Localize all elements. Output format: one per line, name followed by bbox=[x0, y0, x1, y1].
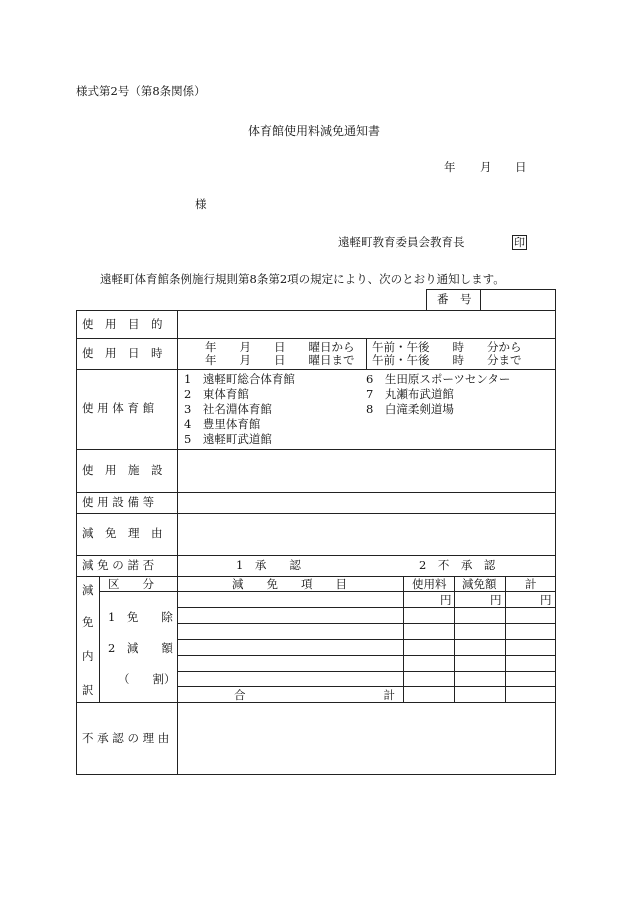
unit-yen: 円 bbox=[490, 593, 502, 607]
document-title: 体育館使用料減免通知書 bbox=[248, 124, 381, 138]
rejection-reason-label: 不 承 認 の 理 由 bbox=[82, 731, 170, 745]
reason-label: 減 免 理 由 bbox=[82, 526, 163, 540]
rule bbox=[76, 774, 556, 775]
datetime-end-date: 年 月 日 曜日まで bbox=[205, 353, 355, 367]
rule bbox=[177, 623, 556, 624]
rule bbox=[76, 449, 556, 450]
detail-side-label: 内 bbox=[82, 649, 94, 663]
datetime-start-date: 年 月 日 曜日から bbox=[205, 340, 355, 354]
rule bbox=[177, 655, 556, 656]
col-category: 区 分 bbox=[108, 577, 154, 591]
datetime-label: 使 用 日 時 bbox=[82, 346, 163, 360]
col-total: 計 bbox=[525, 577, 537, 591]
gym-option: 6 生田原スポーツセンター bbox=[366, 372, 511, 386]
approve-option: 1 承 認 bbox=[236, 558, 301, 572]
col-reduction: 減免額 bbox=[462, 577, 497, 591]
addressee-suffix: 様 bbox=[195, 197, 207, 211]
approval-label: 減 免 の 諾 否 bbox=[82, 558, 155, 572]
rule bbox=[99, 591, 556, 592]
rule bbox=[177, 310, 178, 576]
rule bbox=[76, 310, 77, 774]
rule bbox=[177, 671, 556, 672]
gym-option: 8 白滝柔剣道場 bbox=[366, 402, 454, 416]
rule bbox=[177, 639, 556, 640]
purpose-label: 使 用 目 的 bbox=[82, 317, 163, 331]
issuer-name: 遠軽町教育委員会教育長 bbox=[338, 235, 465, 249]
rule bbox=[99, 576, 100, 702]
rule bbox=[177, 686, 556, 687]
form-number: 様式第2号（第8条関係） bbox=[76, 84, 206, 98]
number-value-field[interactable] bbox=[481, 290, 554, 309]
number-label: 番 号 bbox=[437, 292, 472, 306]
unit-yen: 円 bbox=[540, 593, 552, 607]
rule bbox=[76, 369, 556, 370]
gym-option: 2 東体育館 bbox=[184, 387, 249, 401]
rule bbox=[366, 338, 367, 369]
datetime-start-time: 午前・午後 時 分から bbox=[372, 340, 522, 354]
unit-yen: 円 bbox=[440, 593, 452, 607]
gym-option: 3 社名淵体育館 bbox=[184, 402, 272, 416]
equipment-label: 使 用 設 備 等 bbox=[82, 495, 155, 509]
gym-option: 5 遠軽町武道館 bbox=[184, 432, 272, 446]
reduction-ratio: （ 割） bbox=[118, 672, 176, 686]
rule bbox=[76, 702, 556, 703]
detail-side-label: 免 bbox=[82, 615, 94, 629]
rule bbox=[76, 310, 556, 311]
rule bbox=[177, 702, 178, 774]
date-month: 月 bbox=[480, 160, 492, 174]
seal-mark: 印 bbox=[514, 236, 525, 249]
intro-text: 遠軽町体育館条例施行規則第8条第2項の規定により、次のとおり通知します。 bbox=[100, 272, 505, 286]
rule bbox=[426, 289, 427, 310]
detail-side-label: 訳 bbox=[82, 683, 94, 697]
exemption-category: 1 免 除 bbox=[108, 610, 173, 624]
rule bbox=[76, 555, 556, 556]
sum-label: 合 計 bbox=[234, 688, 395, 702]
rule bbox=[76, 492, 556, 493]
reject-option: 2 不 承 認 bbox=[419, 558, 496, 572]
date-year: 年 bbox=[444, 160, 456, 174]
col-fee: 使用料 bbox=[412, 577, 447, 591]
gym-option: 4 豊里体育館 bbox=[184, 417, 261, 431]
detail-side-label: 減 bbox=[82, 583, 94, 597]
rule bbox=[177, 607, 556, 608]
rule bbox=[76, 513, 556, 514]
gym-option: 7 丸瀬布武道館 bbox=[366, 387, 454, 401]
facility-label: 使 用 施 設 bbox=[82, 463, 163, 477]
col-item: 減 免 項 目 bbox=[232, 577, 347, 591]
rule bbox=[76, 338, 556, 339]
datetime-end-time: 午前・午後 時 分まで bbox=[372, 353, 522, 367]
notice-table bbox=[76, 289, 556, 774]
reduction-category: 2 減 額 bbox=[108, 641, 173, 655]
date-day: 日 bbox=[515, 160, 527, 174]
gym-option: 1 遠軽町総合体育館 bbox=[184, 372, 295, 386]
gym-label: 使 用 体 育 館 bbox=[82, 401, 155, 415]
